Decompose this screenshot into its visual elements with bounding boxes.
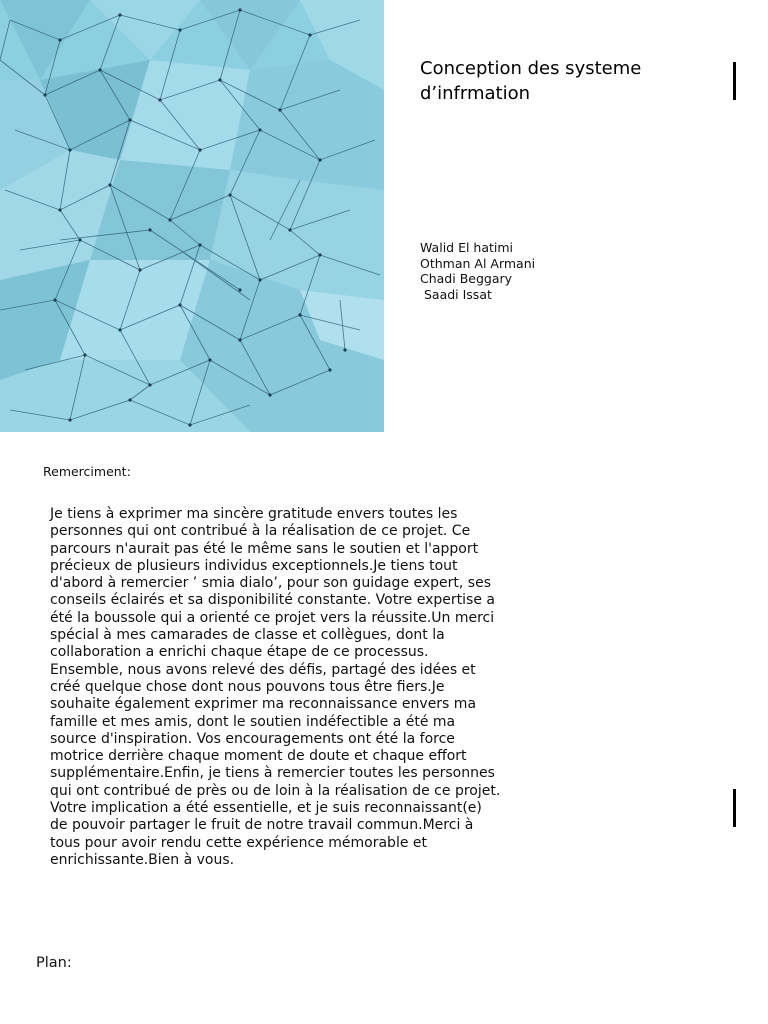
author-name: Othman Al Armani: [420, 255, 536, 271]
polygon-network-icon: [0, 0, 384, 432]
author-name: Chadi Beggary: [420, 271, 513, 286]
acknowledgement-body: Je tiens à exprimer ma sincère gratitude envers toutes les personnes qui ont contribué à la réalisation de ce projet. Ce parcours n'aurait pas été le même sans le soutien et l'apport précieux de plusieurs individus exceptionnels.Je tiens tout d'abord à remercier ’ smia dialo’, pour son guidage expert, ses conseils éclairés et sa disponibilité constante. Votre expertise a été la boussole qui a orienté ce projet vers la réussite.Un merci spécial à mes camarades de classe et collègues, dont la collaboration a enrichi chaque étape de ce processus. Ensemble, nous avons relevé des défis, partagé des idées et créé quelque chose dont nous pouvons tous être fiers.Je souhaite également exprimer ma reconnaissance envers ma famille et mes amis, dont le soutien indéfectible a été ma source d'inspiration. Vos encouragements ont été la force motrice derrière chaque moment de doute et chaque effort supplémentaire.Enfin, je tiens à remercier toutes les personnes qui ont contribué de près ou de loin à la réalisation de ce projet. Votre implication a été essentielle, et je suis reconnaissant(e) de pouvoir partager le fruit de notre travail commun.Merci à tous pour avoir rendu cette expérience mémorable et enrichissante.Bien à vous.: [50, 506, 501, 868]
authors-list: [420, 240, 535, 302]
cover-network-image: [0, 0, 384, 432]
plan-heading: Plan:: [36, 955, 72, 971]
author-name: Saadi Issat: [420, 286, 492, 302]
document-title: Conception des systeme d’infrmation: [420, 58, 642, 104]
acknowledgement-heading: Remerciment:: [43, 464, 131, 479]
author-name: Walid El hatimi: [420, 240, 514, 255]
text-cursor-bar: [733, 62, 736, 100]
text-cursor-bar: [733, 789, 736, 827]
